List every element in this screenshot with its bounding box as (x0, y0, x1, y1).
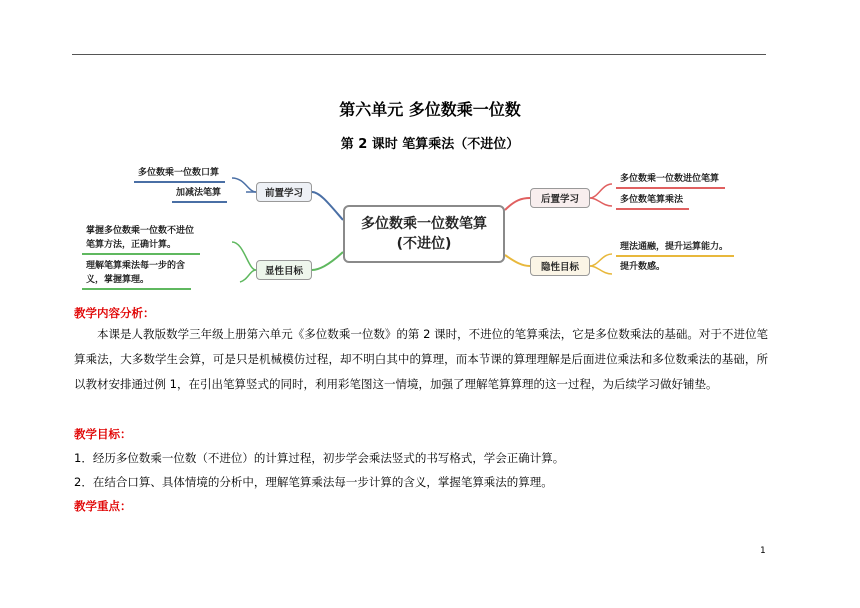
connector-right-bottom-leaf1 (590, 254, 612, 266)
connector-right-top-leaf1 (590, 184, 612, 198)
connector-left-top (312, 192, 343, 220)
leaf-post-1: 多位数乘一位数进位笔算 (620, 172, 719, 186)
page-number: 1 (760, 546, 766, 556)
leaf-underline (616, 187, 725, 189)
analysis-paragraph: 本课是人教版数学三年级上册第六单元《多位数乘一位数》的第 2 课时，不进位的笔算乘法，它是多位数乘法的基础。对于不进位笔算乘法，大多数学生会算，可是只是机械模仿过程，却不明白其中的算理，而本节课的算理理解是后面进位乘法和多位数乘法的基础，所以教材安排通过例 1，在引出笔算竖式的同时，利用彩笔图这一情境，加强了理解笔算算理的这一过程，为后续学习做好铺垫。 (74, 327, 768, 391)
connector-right-top (505, 198, 530, 210)
branch-pre-learning: 前置学习 (256, 182, 312, 202)
leaf-underline (82, 288, 191, 290)
mind-map (0, 160, 860, 295)
leaf-explicit-2: 理解笔算乘法每一步的含 义，掌握算理。 (86, 259, 185, 287)
leaf-implicit-1: 理法通融，提升运算能力。 (620, 240, 728, 254)
branch-explicit-goals: 显性目标 (256, 260, 312, 280)
header-rule (72, 54, 766, 55)
connector-left-bottom-leaf1 (232, 242, 256, 270)
leaf-post-2: 多位数笔算乘法 (620, 193, 683, 207)
goal-item-2: 2．在结合口算、具体情境的分析中，理解笔算乘法每一步计算的含义，掌握笔算乘法的算理。 (74, 475, 553, 489)
unit-title: 第六单元 多位数乘一位数 (339, 100, 521, 119)
analysis-heading: 教学内容分析： (74, 306, 155, 320)
goals-heading: 教学目标： (74, 427, 132, 441)
connector-right-bottom (505, 255, 530, 266)
leaf-underline (134, 181, 225, 183)
connector-left-bottom (312, 252, 343, 270)
center-line1: 多位数乘一位数笔算 (361, 216, 487, 232)
leaf-implicit-2: 提升数感。 (620, 262, 666, 272)
leaf-underline (616, 255, 734, 257)
branch-post-learning: 后置学习 (530, 188, 590, 208)
lesson-title: 第 2 课时 笔算乘法（不进位） (340, 137, 520, 152)
key-points-heading: 教学重点： (74, 499, 132, 513)
connector-right-bottom-leaf2 (590, 266, 612, 274)
leaf-explicit-1: 掌握多位数乘一位数不进位 笔算方法，正确计算。 (86, 224, 194, 252)
goal-item-1: 1．经历多位数乘一位数（不进位）的计算过程，初步学会乘法竖式的书写格式，学会正确计算。 (74, 451, 565, 465)
connector-left-bottom-leaf2 (240, 270, 256, 282)
leaf-pre-2: 加减法笔算 (176, 186, 221, 200)
leaf-underline (616, 208, 689, 210)
center-line2: (不进位) (396, 236, 452, 252)
leaf-pre-1: 多位数乘一位数口算 (138, 166, 219, 180)
leaf-underline (172, 201, 227, 203)
branch-implicit-goals: 隐性目标 (530, 256, 590, 276)
mind-map-center (343, 205, 505, 263)
leaf-underline (82, 253, 200, 255)
connector-left-top-leaf1 (232, 178, 256, 192)
connector-right-top-leaf2 (590, 198, 612, 206)
